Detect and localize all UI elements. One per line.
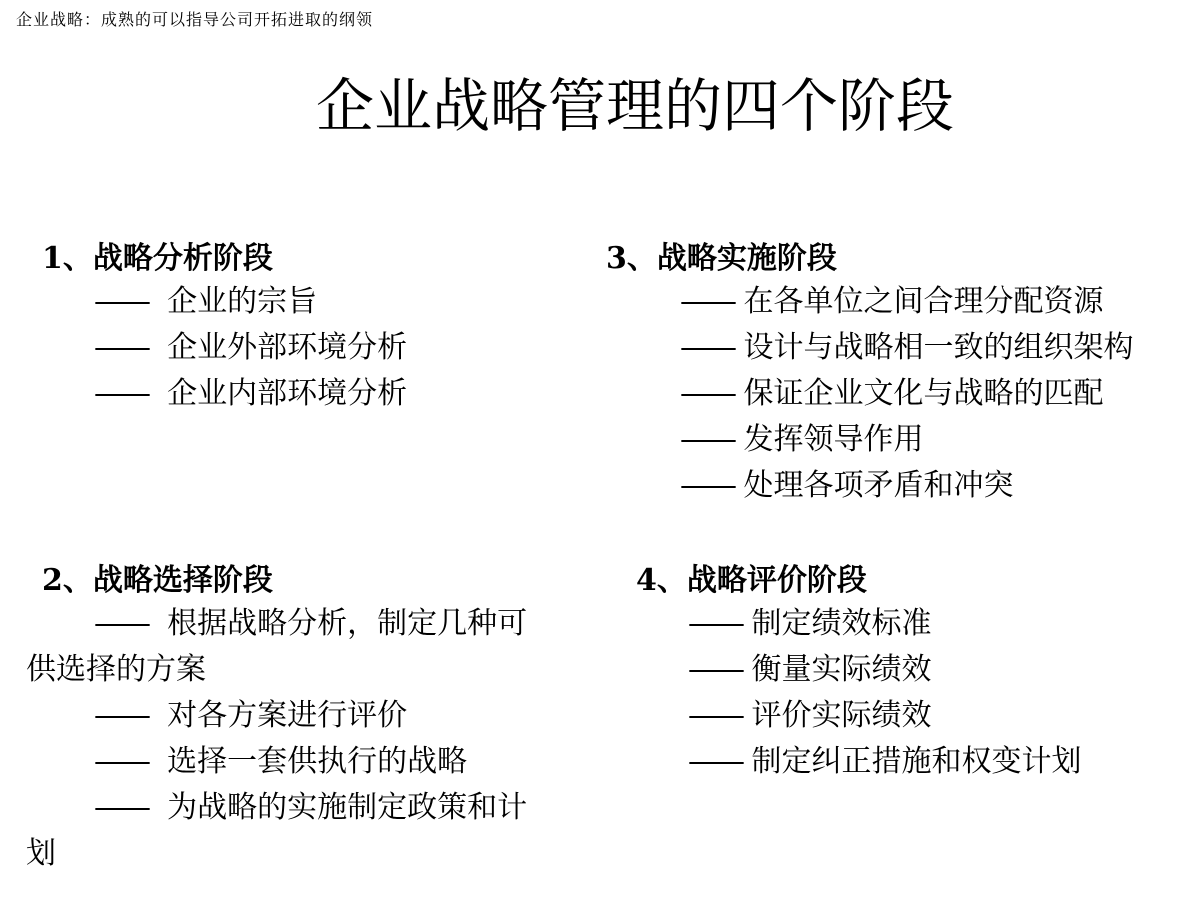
stage-item-text: 为战略的实施制定政策和计 bbox=[167, 790, 528, 825]
stage-evaluation bbox=[636, 561, 1082, 785]
stage-item-text: 根据战略分析，制定几种可 bbox=[167, 606, 528, 641]
stage-item bbox=[94, 739, 527, 785]
dash-marker: —— bbox=[680, 468, 734, 503]
page-title: 企业战略管理的四个阶段 bbox=[315, 72, 954, 140]
dash-marker: —— bbox=[680, 376, 734, 411]
stage-item bbox=[94, 693, 527, 739]
dash-marker: —— bbox=[94, 698, 148, 733]
stage-item bbox=[680, 463, 1134, 509]
stage-item bbox=[680, 279, 1134, 325]
stage-item-line bbox=[94, 785, 527, 831]
dash-marker: —— bbox=[94, 606, 148, 641]
stage-item bbox=[688, 647, 1082, 693]
stage-item bbox=[688, 693, 1082, 739]
stage-selection bbox=[26, 561, 528, 877]
stage-item bbox=[26, 785, 528, 877]
stage-item-text: 企业的宗旨 bbox=[167, 284, 318, 319]
dash-marker: —— bbox=[94, 744, 148, 779]
stage-item-text: 选择一套供执行的战略 bbox=[167, 744, 468, 779]
header-note: 企业战略：成熟的可以指导公司开拓进取的纲领 bbox=[16, 10, 374, 29]
dash-marker: —— bbox=[688, 652, 742, 687]
stage-item-line bbox=[94, 601, 527, 647]
stage-item-text: 处理各项矛盾和冲突 bbox=[743, 468, 1014, 503]
stage-item bbox=[680, 417, 1134, 463]
stage-item bbox=[688, 601, 1082, 647]
stage-item-text: 制定绩效标准 bbox=[751, 606, 932, 641]
stage-item-text: 对各方案进行评价 bbox=[167, 698, 408, 733]
stage-item-text: 评价实际绩效 bbox=[751, 698, 932, 733]
stage-item-list bbox=[42, 279, 407, 417]
stage-item-continuation: 划 bbox=[26, 836, 56, 871]
stage-item bbox=[680, 371, 1134, 417]
dash-marker: —— bbox=[680, 422, 734, 457]
stage-item-list bbox=[26, 601, 528, 877]
stage-implementation bbox=[606, 239, 1134, 509]
dash-marker: —— bbox=[94, 330, 148, 365]
stage-item bbox=[688, 739, 1082, 785]
stage-heading: 4、战略评价阶段 bbox=[636, 563, 867, 598]
dash-marker: —— bbox=[94, 790, 148, 825]
stage-item bbox=[94, 279, 407, 325]
dash-marker: —— bbox=[94, 376, 148, 411]
stage-item-continuation: 供选择的方案 bbox=[26, 652, 206, 687]
stage-item-list bbox=[636, 601, 1082, 785]
stage-item bbox=[26, 601, 528, 693]
stage-item-text: 在各单位之间合理分配资源 bbox=[743, 284, 1104, 319]
stage-heading: 2、战略选择阶段 bbox=[42, 563, 273, 598]
stage-item bbox=[680, 325, 1134, 371]
dash-marker: —— bbox=[688, 744, 742, 779]
dash-marker: —— bbox=[680, 330, 734, 365]
stage-item-list bbox=[606, 279, 1134, 509]
dash-marker: —— bbox=[688, 698, 742, 733]
stage-item-text: 设计与战略相一致的组织架构 bbox=[743, 330, 1134, 365]
dash-marker: —— bbox=[688, 606, 742, 641]
stage-item bbox=[94, 325, 407, 371]
dash-marker: —— bbox=[94, 284, 148, 319]
stage-item-text: 制定纠正措施和权变计划 bbox=[751, 744, 1082, 779]
stage-item-text: 发挥领导作用 bbox=[743, 422, 924, 457]
stage-item bbox=[94, 371, 407, 417]
stage-item-text: 企业内部环境分析 bbox=[167, 376, 408, 411]
stage-item-text: 保证企业文化与战略的匹配 bbox=[743, 376, 1104, 411]
stage-heading: 3、战略实施阶段 bbox=[606, 241, 837, 276]
stage-item-text: 衡量实际绩效 bbox=[751, 652, 932, 687]
stage-analysis bbox=[42, 239, 407, 417]
stage-item-text: 企业外部环境分析 bbox=[167, 330, 408, 365]
dash-marker: —— bbox=[680, 284, 734, 319]
stage-heading: 1、战略分析阶段 bbox=[42, 241, 273, 276]
